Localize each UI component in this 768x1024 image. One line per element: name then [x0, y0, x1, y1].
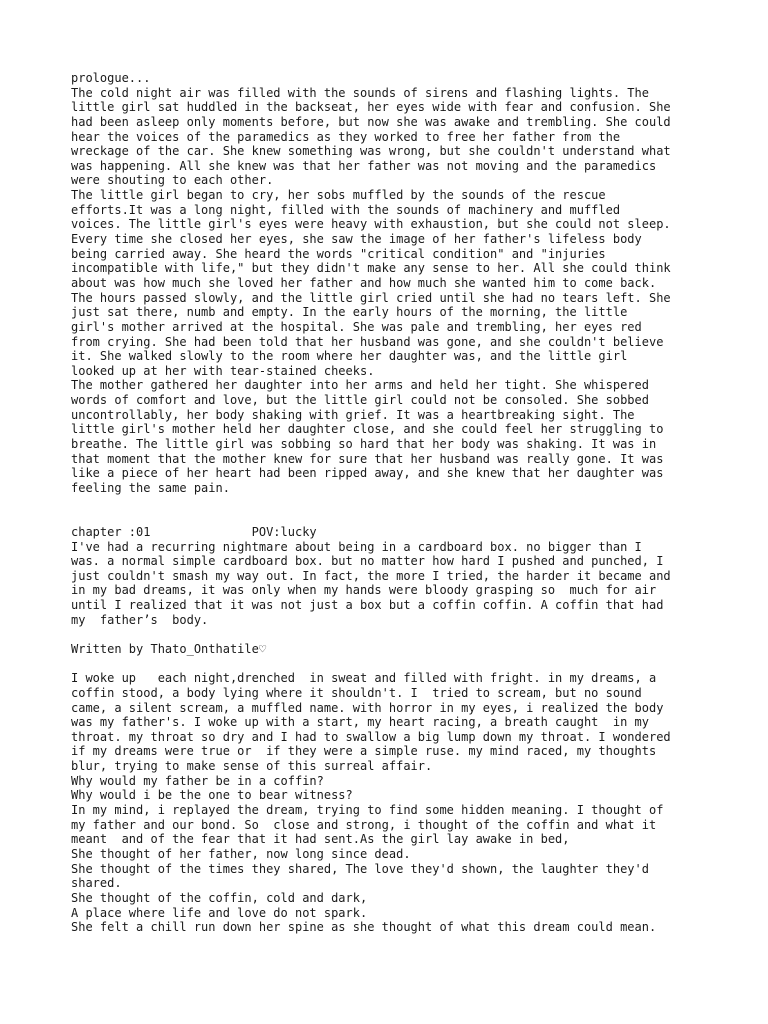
text-line: Every time she closed her eyes, she saw the image of her father's lifeless body [71, 232, 642, 247]
text-line: had been asleep only moments before, but now she was awake and trembling. She could [71, 114, 671, 129]
text-line: shared. [71, 876, 122, 891]
text-line: She thought of the coffin, cold and dark, [71, 890, 368, 905]
text-line: being carried away. She heard the words "critical condition" and "injuries [71, 246, 606, 261]
text-line: feeling the same pain. [71, 480, 230, 495]
text-line: were shouting to each other. [71, 173, 274, 188]
text-line: my father’s body. [71, 612, 209, 627]
text-line: like a piece of her heart had been ripped away, and she knew that her daughter was [71, 466, 664, 481]
text-line: She thought of the times they shared, The love they'd shown, the laughter they'd [71, 861, 649, 876]
text-line: that moment that the mother knew for sure that her husband was really gone. It was [71, 451, 664, 466]
text-line: She thought of her father, now long since dead. [71, 846, 411, 861]
text-line: In my mind, i replayed the dream, trying to find some hidden meaning. I thought of [71, 803, 664, 818]
text-line: little girl sat huddled in the backseat, her eyes wide with fear and confusion. She [71, 100, 671, 115]
text-line: I've had a recurring nightmare about being in a cardboard box. no bigger than I [71, 539, 642, 554]
text-line: incompatible with life," but they didn't make any sense to her. All she could think [71, 261, 671, 276]
text-line: little girl's mother held her daughter close, and she could feel her struggling to [71, 422, 664, 437]
text-line [71, 627, 711, 642]
text-line: in my bad dreams, it was only when my hands were bloody grasping so much for air [71, 583, 657, 598]
text-line: if my dreams were true or if they were a simple ruse. my mind raced, my thoughts [71, 744, 657, 759]
text-line: from crying. She had been told that her husband was gone, and she couldn't believe [71, 334, 664, 349]
document-page [71, 71, 711, 935]
text-line: looked up at her with tear-stained cheeks. [71, 363, 375, 378]
text-line: efforts.It was a long night, filled with the sounds of machinery and muffled [71, 202, 621, 217]
text-line: came, a silent scream, a muffled name. with horror in my eyes, i realized the body [71, 700, 664, 715]
text-line: girl's mother arrived at the hospital. She was pale and trembling, her eyes red [71, 319, 642, 334]
text-line: it. She walked slowly to the room where her daughter was, and the little girl [71, 349, 628, 364]
text-line: my father and our bond. So close and strong, i thought of the coffin and what it [71, 817, 657, 832]
text-line: meant and of the fear that it had sent.As the girl lay awake in bed, [71, 832, 570, 847]
text-line: The hours passed slowly, and the little girl cried until she had no tears left. She [71, 290, 671, 305]
text-line: blur, trying to make sense of this surreal affair. [71, 759, 433, 774]
text-line: was my father's. I woke up with a start, my heart racing, a breath caught in my [71, 715, 649, 730]
text-line: words of comfort and love, but the little girl could not be consoled. She sobbed [71, 393, 649, 408]
text-line: hear the voices of the paramedics as they worked to free her father from the [71, 129, 621, 144]
text-line [71, 510, 711, 525]
text-line: voices. The little girl's eyes were heavy with exhaustion, but she could not sleep. [71, 217, 671, 232]
text-line: just couldn't smash my way out. In fact, the more I tried, the harder it became and [71, 568, 671, 583]
text-line: Why would i be the one to bear witness? [71, 788, 353, 803]
text-line: about was how much she loved her father and how much she wanted him to come back. [71, 275, 657, 290]
text-line: She felt a chill run down her spine as she thought of what this dream could mean. [71, 920, 657, 935]
text-line: was happening. All she knew was that her father was not moving and the paramedics [71, 158, 657, 173]
text-line: coffin stood, a body lying where it shouldn't. I tried to scream, but no sound [71, 685, 642, 700]
text-line: wreckage of the car. She knew something was wrong, but she couldn't understand what [71, 144, 671, 159]
text-line: prologue... [71, 71, 151, 85]
text-line [71, 657, 711, 672]
text-line: was. a normal simple cardboard box. but no matter how hard I pushed and punched, I [71, 554, 664, 569]
text-line: breathe. The little girl was sobbing so hard that her body was shaking. It was in [71, 437, 657, 452]
text-line: until I realized that it was not just a box but a coffin coffin. A coffin that had [71, 598, 664, 613]
text-line: A place where life and love do not spark. [71, 905, 368, 920]
text-line: just sat there, numb and empty. In the early hours of the morning, the little [71, 305, 628, 320]
text-line: I woke up each night,drenched in sweat and filled with fright. in my dreams, a [71, 671, 657, 686]
text-line: chapter :01 POV:lucky [71, 524, 317, 539]
text-line: Written by Thato_Onthatile♡ [71, 641, 267, 656]
text-line: The mother gathered her daughter into her arms and held her tight. She whispered [71, 378, 649, 393]
text-line: The little girl began to cry, her sobs muffled by the sounds of the rescue [71, 188, 606, 203]
text-line: The cold night air was filled with the sounds of sirens and flashing lights. The [71, 85, 649, 100]
text-line: Why would my father be in a coffin? [71, 773, 324, 788]
text-line [71, 496, 711, 511]
text-line: uncontrollably, her body shaking with grief. It was a heartbreaking sight. The [71, 407, 635, 422]
text-line: throat. my throat so dry and I had to swallow a big lump down my throat. I wondered [71, 729, 671, 744]
